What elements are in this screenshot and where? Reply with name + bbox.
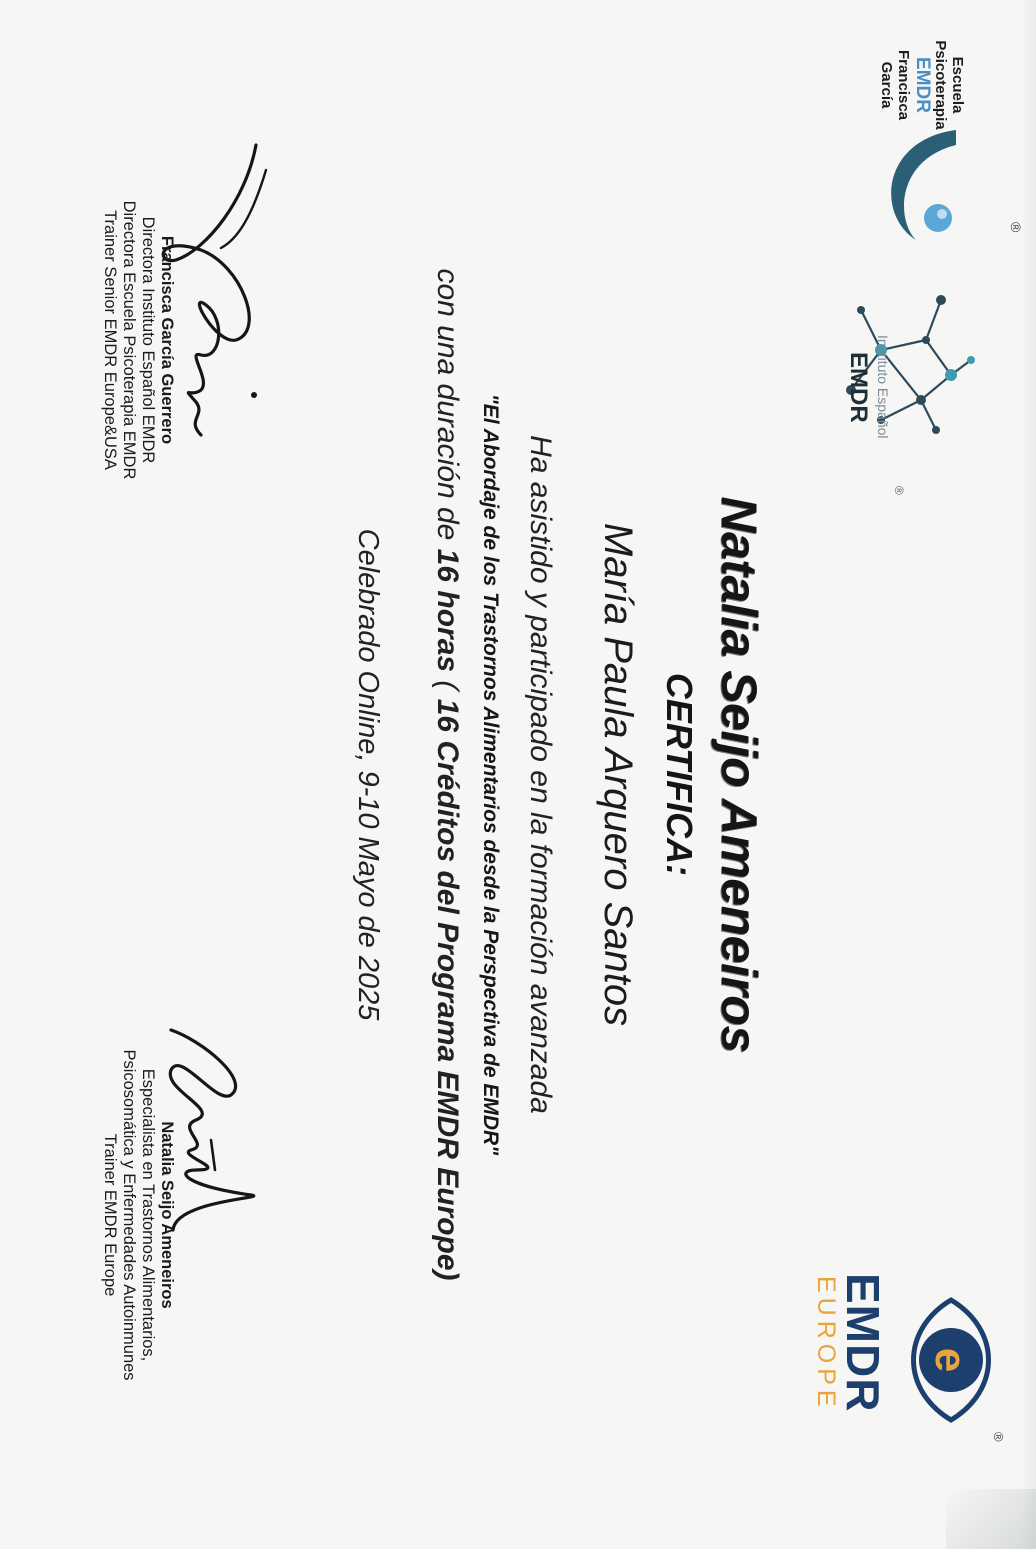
escuela-logo-text <box>878 40 966 130</box>
instituto-registered-mark: ® <box>892 486 906 495</box>
right-signer-role-2: Psicosomática y Enfermedades Autoinmunes <box>120 1049 138 1381</box>
escuela-line-4: Francisca <box>895 49 912 121</box>
emdr-europe-sub: EUROPE <box>812 1276 840 1412</box>
emdr-europe-registered-mark: ® <box>991 1432 1006 1442</box>
escuela-line-1: Escuela <box>949 56 966 114</box>
right-signature-block <box>100 1000 176 1430</box>
left-signer-role-3: Trainer Senior EMDR Europe&USA <box>101 210 119 470</box>
escuela-registered-mark: ® <box>1008 222 1024 233</box>
right-signer-name: Natalia Seijo Ameneiros <box>158 1121 176 1309</box>
left-signer-role-2: Directora Escuela Psicoterapia EMDR <box>120 200 138 480</box>
duration-hours: 16 horas <box>431 548 464 673</box>
escuela-dot <box>924 204 952 232</box>
left-signature-stroke <box>163 145 256 435</box>
left-signature-dot <box>251 392 257 398</box>
celebrated-line: Celebrado Online, 9-10 Mayo de 2025 <box>352 528 384 1021</box>
certifica-heading: CERTIFICA: <box>659 672 700 877</box>
right-signer-role-3: Trainer EMDR Europe <box>101 1133 119 1297</box>
escuela-line-5: García <box>878 61 895 109</box>
left-signer-name: Francisca García Guerrero <box>158 235 176 445</box>
escuela-dot-highlight <box>937 209 947 219</box>
emdr-europe-eye-icon <box>896 1290 1006 1430</box>
right-signature-stroke <box>170 1030 254 1230</box>
course-title: "El Abordaje de los Trastornos Alimentarios desde la Perspectiva de EMDR" <box>479 393 502 1156</box>
escuela-line-2: Psicoterapia <box>932 40 949 130</box>
duration-prefix: con una duración de <box>431 268 464 549</box>
eye-letter-e: e <box>926 1347 975 1373</box>
left-signature-block <box>100 130 176 550</box>
participant-name: María Paula Arquero Santos <box>596 522 640 1027</box>
right-signer-role-1: Especialista en Trastornos Alimentarios, <box>139 1068 157 1362</box>
intro-text: Ha asistido y participado en la formación avanzada <box>524 435 557 1114</box>
left-signer-role-1: Directora Instituto Español EMDR <box>139 216 157 464</box>
instituto-caption: Instituto Español <box>875 335 891 439</box>
duration-line <box>430 0 464 1549</box>
emdr-europe-word: EMDR <box>837 1273 889 1413</box>
escuela-logo-mark <box>866 120 976 260</box>
right-signature-cross <box>211 1140 215 1170</box>
escuela-line-3: EMDR <box>912 57 933 113</box>
trainer-name: Natalia Seijo Ameneiros <box>711 496 767 1053</box>
instituto-word: EMDR <box>845 352 872 423</box>
duration-separator: ( <box>431 672 464 699</box>
duration-credits: 16 Créditos del Programa EMDR Europe) <box>431 698 464 1281</box>
